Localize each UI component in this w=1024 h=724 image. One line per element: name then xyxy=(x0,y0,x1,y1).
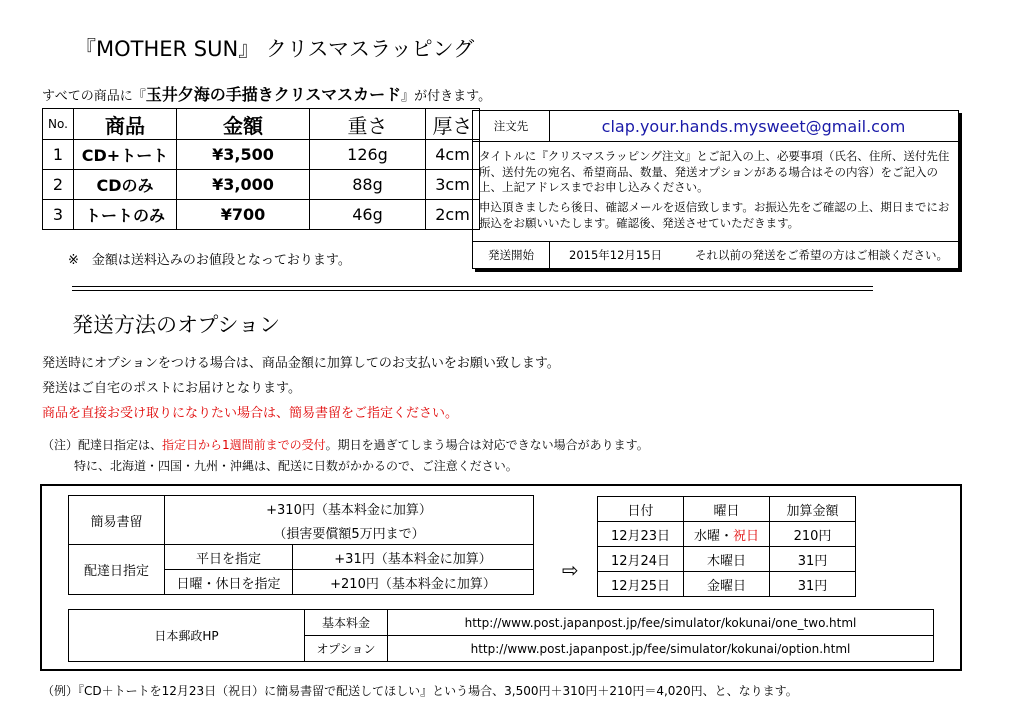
cell-price: ¥3,500 xyxy=(177,140,310,170)
divider-line xyxy=(72,286,873,287)
start-date: 2015年12月15日 xyxy=(569,248,663,262)
intro-text xyxy=(42,82,491,105)
cal-col-date: 日付 xyxy=(598,497,684,522)
jp-row xyxy=(69,610,934,636)
shipping-line-1: 発送時にオプションをつける場合は、商品金額に加算してのお支払いをお願い致します。 xyxy=(42,356,560,371)
table-row xyxy=(598,522,856,547)
example-text: （例）『CD＋トートを12月23日（祝日）に簡易書留で配送してほしい』という場合、3,500円＋310円＋210円＝4,020円、と、なります。 xyxy=(42,684,798,698)
cal-day-text: 水曜・ xyxy=(693,528,733,544)
jp-option-url[interactable]: http://www.post.japanpost.jp/fee/simulator/kokunai/option.html xyxy=(388,636,934,662)
jp-option-label: オプション xyxy=(305,636,388,662)
cal-header-row xyxy=(598,497,856,522)
option-row xyxy=(69,496,534,521)
shipping-line-2: 発送はご自宅のポストにお届けとなります。 xyxy=(42,381,301,396)
shipping-note-1 xyxy=(42,436,649,453)
cal-day: 木曜日 xyxy=(684,547,770,572)
weekday-label: 平日を指定 xyxy=(165,545,293,570)
page-title: 『MOTHER SUN』 クリスマスラッピング xyxy=(75,37,475,61)
note-red: 指定日から1週間前までの受付 xyxy=(162,438,326,452)
registered-fee: +310円（基本料金に加算） xyxy=(165,496,534,521)
cal-col-day: 曜日 xyxy=(684,497,770,522)
order-start-row xyxy=(473,241,958,268)
table-row xyxy=(43,200,480,230)
cell-price: ¥700 xyxy=(177,200,310,230)
cal-fee: 210円 xyxy=(770,522,856,547)
option-row xyxy=(69,545,534,570)
cell-no: 1 xyxy=(43,140,74,170)
jp-basic-label: 基本料金 xyxy=(305,610,388,636)
divider-line xyxy=(72,290,873,291)
note-b: 。期日を過ぎてしまう場合は対応できない場合があります。 xyxy=(325,438,649,452)
order-instructions xyxy=(473,141,958,240)
cal-date: 12月24日 xyxy=(598,547,684,572)
cell-no: 3 xyxy=(43,200,74,230)
cal-day: 金曜日 xyxy=(684,572,770,597)
price-note: ※ 金額は送料込みのお値段となっております。 xyxy=(68,253,351,268)
table-row xyxy=(43,170,480,200)
col-price: 金額 xyxy=(177,109,310,140)
weekday-fee: +31円（基本料金に加算） xyxy=(293,545,534,570)
cal-fee: 31円 xyxy=(770,572,856,597)
registered-cover: （損害要償額5万円まで） xyxy=(165,520,534,545)
date-spec-label: 配達日指定 xyxy=(69,545,165,595)
cell-name: CD+トート xyxy=(74,140,177,170)
start-label: 発送開始 xyxy=(473,242,550,268)
cell-name: トートのみ xyxy=(74,200,177,230)
options-table xyxy=(68,495,534,595)
cell-weight: 88g xyxy=(310,170,426,200)
section-heading: 発送方法のオプション xyxy=(72,313,281,337)
holiday-label: 日曜・休日を指定 xyxy=(165,570,293,595)
jp-name: 日本郵政HP xyxy=(69,610,305,662)
col-name: 商品 xyxy=(74,109,177,140)
cal-date: 12月23日 xyxy=(598,522,684,547)
shipping-note-2: 特に、北海道・四国・九州・沖縄は、配送に日数がかかるので、ご注意ください。 xyxy=(74,459,518,473)
table-row xyxy=(598,572,856,597)
intro-highlight: 玉井夕海の手描きクリスマスカード xyxy=(145,85,402,104)
order-para-2: 申込頂きましたら後日、確認メールを返信致します。お振込先をご確認の上、期日までにお振込をお願いいたします。確認後、発送させていただきます。 xyxy=(479,200,950,230)
product-header-row xyxy=(43,109,480,140)
arrow-right-icon: ⇨ xyxy=(562,558,579,582)
holiday-fee: +210円（基本料金に加算） xyxy=(293,570,534,595)
cal-date: 12月25日 xyxy=(598,572,684,597)
order-email-row xyxy=(473,111,958,141)
note-a: （注）配達日指定は、 xyxy=(42,438,163,452)
order-email-link[interactable]: clap.your.hands.mysweet@gmail.com xyxy=(601,116,906,136)
col-no: No. xyxy=(43,109,74,140)
order-label: 注文先 xyxy=(473,111,550,141)
japanpost-table xyxy=(68,609,934,662)
order-box xyxy=(472,110,959,269)
cell-price: ¥3,000 xyxy=(177,170,310,200)
cell-name: CDのみ xyxy=(74,170,177,200)
start-note: それ以前の発送をご希望の方はご相談ください。 xyxy=(695,248,948,262)
cell-weight: 46g xyxy=(310,200,426,230)
intro-after: 』が付きます。 xyxy=(401,89,492,104)
cal-day xyxy=(684,522,770,547)
cal-fee: 31円 xyxy=(770,547,856,572)
cell-thickness: 3cm xyxy=(426,170,480,200)
cell-thickness: 2cm xyxy=(426,200,480,230)
col-thickness: 厚さ xyxy=(426,109,480,140)
shipping-line-3: 商品を直接お受け取りになりたい場合は、簡易書留をご指定ください。 xyxy=(42,406,459,421)
intro-before: すべての商品に『 xyxy=(42,89,146,104)
order-para-1: タイトルに『クリスマスラッピング注文』とご記入の上、必要事項（氏名、住所、送付先住所、送付先の宛名、希望商品、数量、発送オプションがある場合はその内容）をご記入の上、上記アドレスまでお申し込みください。 xyxy=(479,149,950,194)
cal-day-holiday: 祝日 xyxy=(733,528,760,544)
table-row xyxy=(43,140,480,170)
table-row xyxy=(598,547,856,572)
jp-basic-url[interactable]: http://www.post.japanpost.jp/fee/simulator/kokunai/one_two.html xyxy=(388,610,934,636)
cal-col-fee: 加算金額 xyxy=(770,497,856,522)
cell-thickness: 4cm xyxy=(426,140,480,170)
col-weight: 重さ xyxy=(310,109,426,140)
delivery-date-table xyxy=(597,496,856,597)
cell-no: 2 xyxy=(43,170,74,200)
registered-label: 簡易書留 xyxy=(69,496,165,545)
cell-weight: 126g xyxy=(310,140,426,170)
product-table xyxy=(42,108,480,230)
